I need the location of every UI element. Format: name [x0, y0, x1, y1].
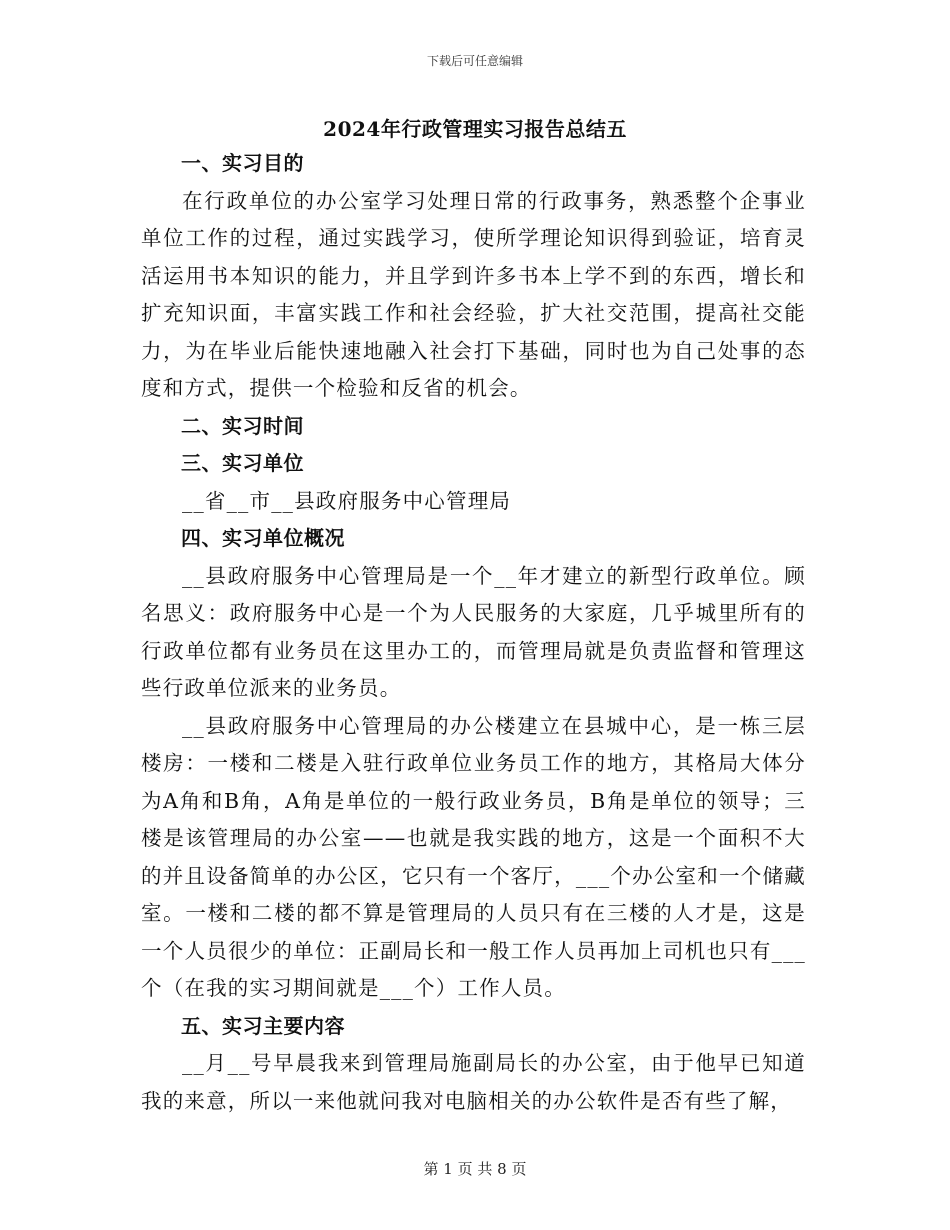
section-heading-time: 二、实习时间 — [181, 413, 304, 438]
section-heading-main-content: 五、实习主要内容 — [181, 1013, 345, 1038]
paragraph-unit: __省__市__县政府服务中心管理局 — [182, 488, 512, 513]
page-footer-number: 第 1 页 共 8 页 — [423, 1160, 527, 1178]
section-heading-unit-overview: 四、实习单位概况 — [181, 526, 345, 550]
section-heading-purpose: 一、实习目的 — [181, 151, 304, 175]
page-header-note: 下载后可任意编辑 — [426, 54, 523, 68]
paragraph-main-content: __月__号早晨我来到管理局施副局长的办公室，由于他早已知道我的来意，所以一来他就问我对电脑相关的办公软件是否有些了解， — [141, 1051, 806, 1113]
paragraph-overview-1: __县政府服务中心管理局是一个__年才建立的新型行政单位。顾名思义：政府服务中心是一个为人民服务的大家庭，几乎城里所有的行政单位都有业务员在这里办工的，而管理局就是负责监督和管理这些行政单位派来的业务员。 — [141, 563, 806, 700]
paragraph-purpose: 在行政单位的办公室学习处理日常的行政事务，熟悉整个企事业单位工作的过程，通过实践学习，使所学理论知识得到验证，培育灵活运用书本知识的能力，并且学到许多书本上学不到的东西，增长和扩充知识面，丰富实践工作和社会经验，扩大社交范围，提高社交能力，为在毕业后能快速地融入社会打下基础，同时也为自己处事的态度和方式，提供一个检验和反省的机会。 — [141, 188, 806, 400]
paragraph-overview-2: __县政府服务中心管理局的办公楼建立在县城中心，是一栋三层楼房：一楼和二楼是入驻行政单位业务员工作的地方，其格局大体分为A角和B角，A角是单位的一般行政业务员，B角是单位的领导；三楼是该管理局的办公室——也就是我实践的地方，这是一个面积不大的并且设备简单的办公区，它只有一个客厅，___个办公室和一个储藏室。一楼和二楼的都不算是管理局的人员只有在三楼的人才是，这是一个人员很少的单位：正副局长和一般工作人员再加上司机也只有___个（在我的实习期间就是___个）工作人员。 — [141, 713, 806, 1000]
document-title: 2024年行政管理实习报告总结五 — [323, 117, 627, 141]
section-heading-unit: 三、实习单位 — [181, 451, 304, 475]
document-body — [141, 145, 806, 1120]
